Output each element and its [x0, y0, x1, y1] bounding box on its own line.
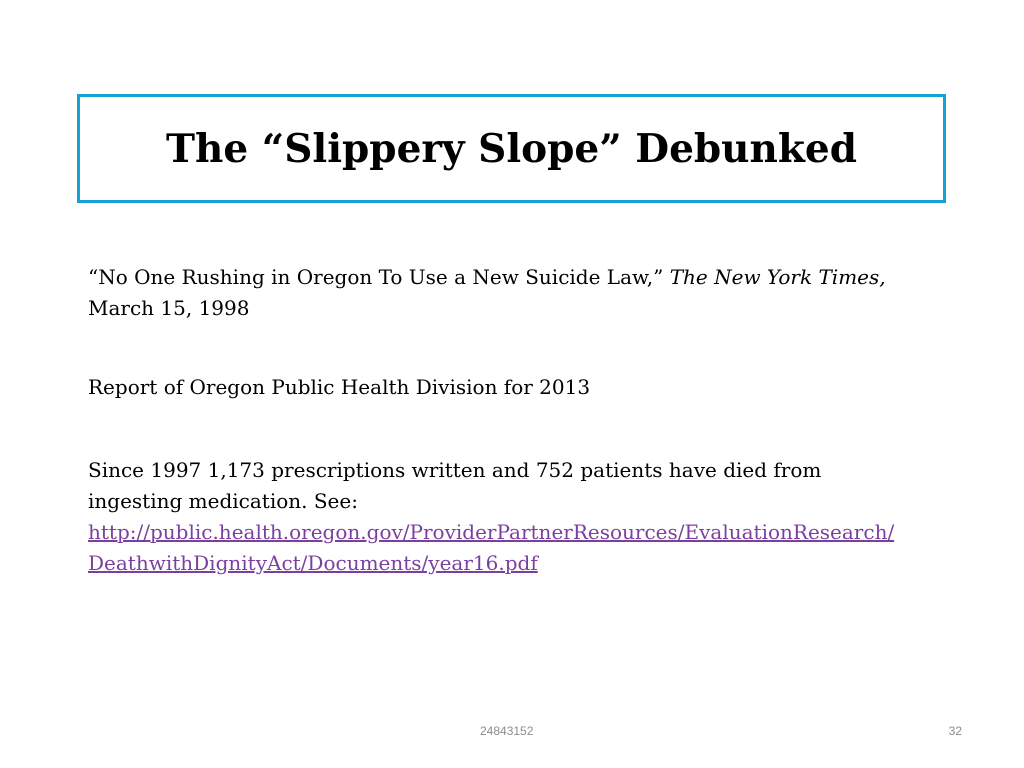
publication-name: The New York Times, [669, 265, 886, 289]
page-number: 32 [948, 724, 962, 738]
report-link[interactable]: http://public.health.oregon.gov/ProviderPartnerResources/EvaluationResearch/DeathwithDignityAct/Documents/year16.pdf [88, 520, 895, 575]
slide-content [88, 262, 908, 579]
article-title: “No One Rushing in Oregon To Use a New Suicide Law,” [88, 265, 670, 289]
report-paragraph: Report of Oregon Public Health Division for 2013 [88, 375, 591, 399]
slide-title: The “Slippery Slope” Debunked [166, 125, 857, 172]
citation-paragraph [88, 262, 908, 324]
publication-date: March 15, 1998 [88, 296, 250, 320]
statistics-text: Since 1997 1,173 prescriptions written and 752 patients have died from ingesting medication. See: [88, 458, 822, 513]
footer-id: 24843152 [480, 724, 534, 738]
statistics-paragraph [88, 455, 908, 579]
title-box [77, 94, 946, 203]
